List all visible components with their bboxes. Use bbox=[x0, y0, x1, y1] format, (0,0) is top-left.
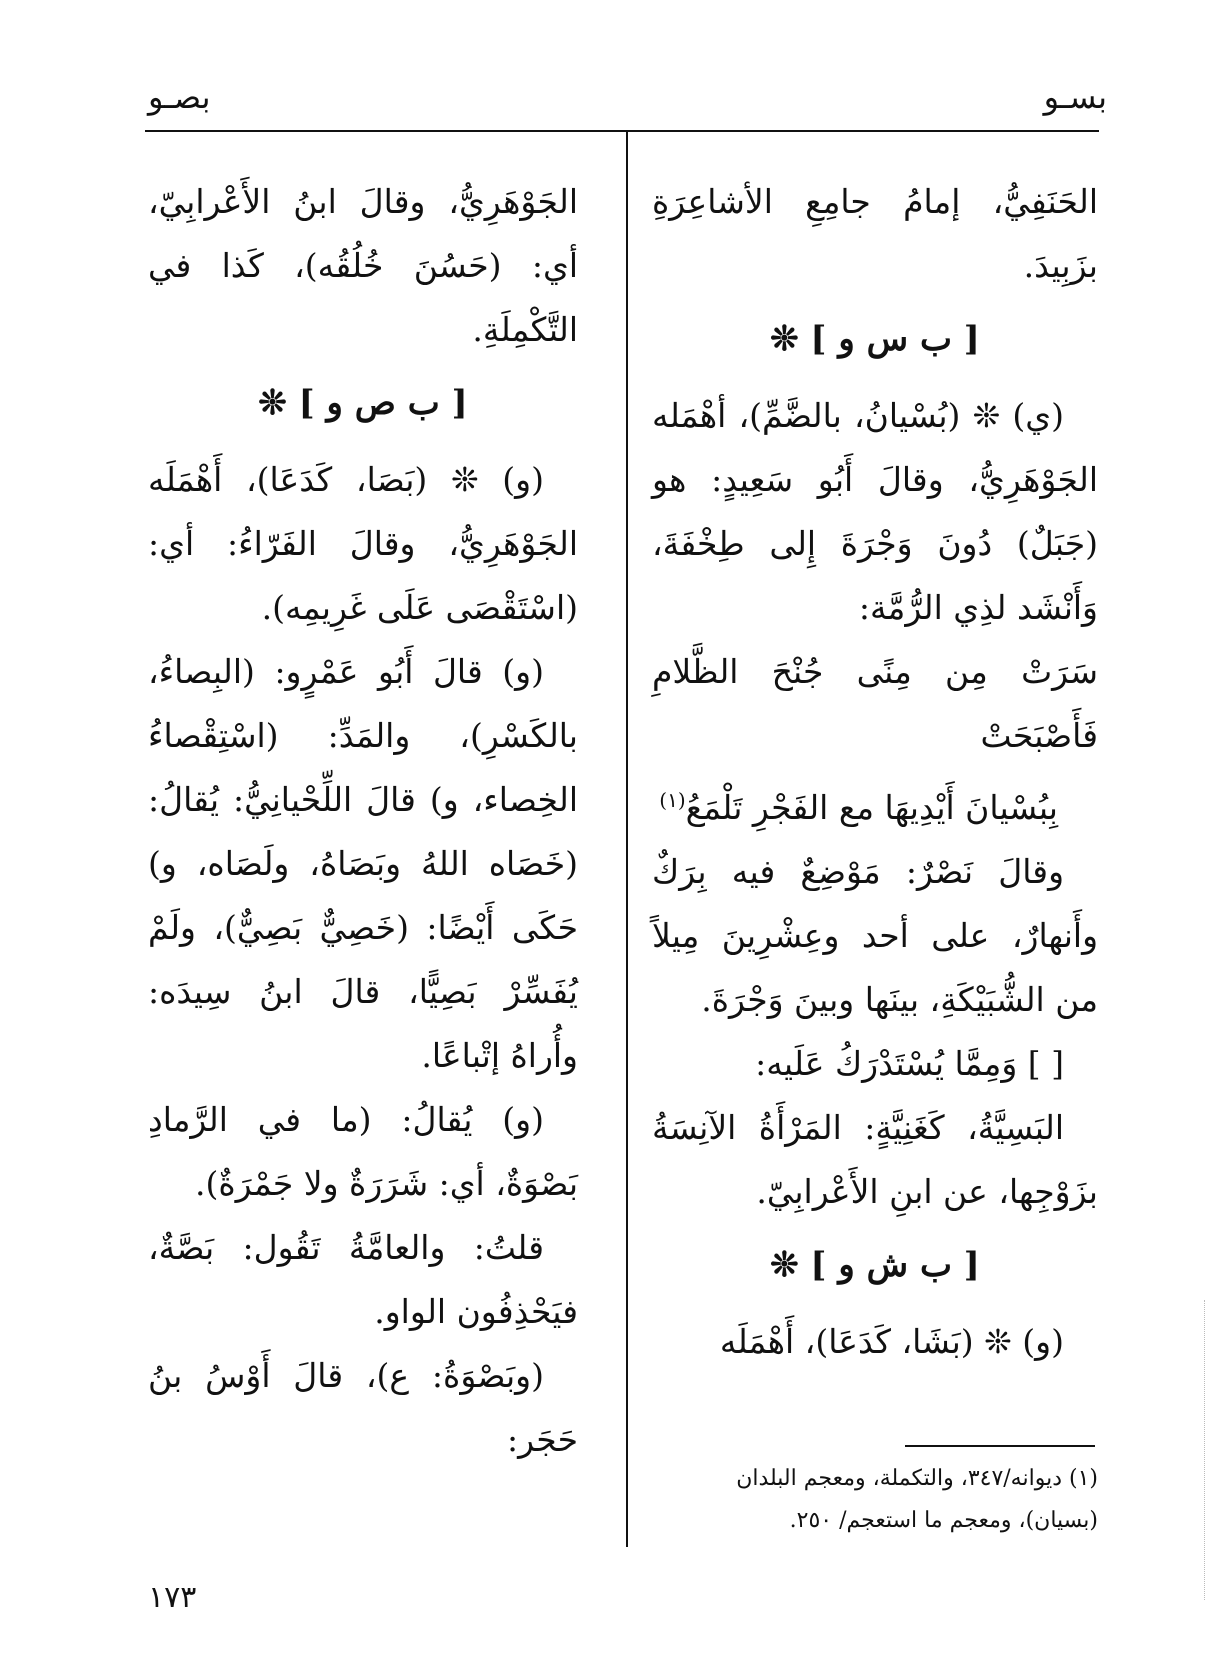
entry-heading-bsw-sad: [ ب ص و ] ❊ bbox=[258, 383, 468, 423]
footnote-marker: (١) bbox=[659, 788, 686, 812]
entry-paragraph: (و) يُقالُ: (ما في الرَّمادِ بَصْوَةٌ، أي: شَرَرَةٌ ولا جَمْرَةٌ). bbox=[148, 1100, 578, 1203]
entry-paragraph: وقالَ نَصْرٌ: مَوْضِعٌ فيه بِرَكٌ وأَنهارٌ، على أحد وعِشْرِينَ مِيلاً من الشُّبَيْكَةِ، بينَها وبينَ وَجْرَةَ. bbox=[652, 852, 1098, 1019]
entry-paragraph: (و) ❊ (بَصَا، كَدَعَا)، أَهْمَلَه الجَوْهَرِيُّ، وقالَ الفَرّاءُ: أي: (اسْتَقْصَى عَلَى غَرِيمِه). bbox=[148, 460, 578, 627]
poem-line-second bbox=[652, 768, 1098, 840]
header-rule bbox=[145, 130, 1099, 132]
entry-paragraph: الحَنَفِيُّ، إمامُ جامِعِ الأشاعِرَةِ بزَبِيدَ. bbox=[652, 182, 1098, 285]
footnote-line: (بسيان)، ومعجم ما استعجم/ ٢٥٠. bbox=[789, 1508, 1098, 1533]
poem-line-first: سَرَتْ مِن مِنًى جُنْحَ الظَّلامِ فَأَصْبَحَتْ bbox=[652, 652, 1098, 755]
entry-paragraph: البَسِيَّةُ، كَغَنِيَّةٍ: المَرْأَةُ الآنِسَةُ بزَوْجِها، عن ابنِ الأَعْرابِيّ. bbox=[652, 1108, 1098, 1211]
running-header-right: بسـو bbox=[1043, 78, 1107, 116]
entry-paragraph: قلتُ: والعامَّةُ تَقُول: بَصَّةٌ، فيَحْذِفُون الواو. bbox=[148, 1228, 578, 1331]
column-divider bbox=[626, 132, 628, 1547]
entry-paragraph: (ي) ❊ (بُسْيانُ، بالضَّمِّ)، أهْمَله الجَوْهَرِيُّ، وقالَ أَبُو سَعِيدٍ: هو (جَبَلٌ) دُونَ وَجْرَةَ إِلى طِخْفَةَ، وَأَنْشَد لذِي الرُّمَّة: bbox=[652, 396, 1098, 627]
entry-paragraph: (و) قالَ أَبُو عَمْرٍو: (البِصاءُ، بالكَسْرِ)، والمَدِّ: (اسْتِقْصاءُ الخِصاء، و) قالَ اللِّحْيانِيُّ: يُقالُ: (خَصَاه اللهُ وبَصَاهُ، ولَصَاه، و) حَكَى أَيْضًا: (خَصِيٌّ بَصِيٌّ)، ولَمْ يُفَسِّرْ بَصِيًّا، قالَ ابنُ سِيدَه: وأُراهُ إتْباعًا. bbox=[148, 652, 578, 1075]
running-header-left: بصـو bbox=[148, 78, 211, 116]
entry-paragraph: [ ] وَمِمَّا يُسْتَدْرَكُ عَلَيه: bbox=[755, 1044, 1064, 1083]
footnote-rule bbox=[905, 1445, 1095, 1447]
footnote-line: (١) ديوانه/٣٤٧، والتكملة، ومعجم البلدان bbox=[736, 1466, 1098, 1491]
poem-line-second-text: بِبُسْيانَ أَيْدِيهَا مع الفَجْرِ تَلْمَعُ bbox=[685, 788, 1058, 827]
entry-heading-bshw: [ ب ش و ] ❊ bbox=[770, 1245, 980, 1285]
right-column bbox=[652, 170, 1098, 1374]
scan-margin-dots bbox=[1204, 1300, 1205, 1600]
left-column bbox=[148, 170, 578, 1472]
entry-paragraph: (و) ❊ (بَشَا، كَدَعَا)، أَهْمَلَه bbox=[719, 1322, 1064, 1361]
entry-heading-bsw: [ ب س و ] ❊ bbox=[770, 319, 980, 359]
entry-paragraph: (وبَصْوَةُ: ع)، قالَ أَوْسُ بنُ حَجَر: bbox=[148, 1356, 578, 1459]
entry-paragraph: الجَوْهَرِيُّ، وقالَ ابنُ الأَعْرابِيّ، أي: (حَسُنَ خُلُقُه)، كَذا في التَّكْمِلَةِ. bbox=[148, 182, 578, 349]
page-number: ١٧٣ bbox=[148, 1580, 197, 1615]
footnotes bbox=[652, 1458, 1098, 1542]
